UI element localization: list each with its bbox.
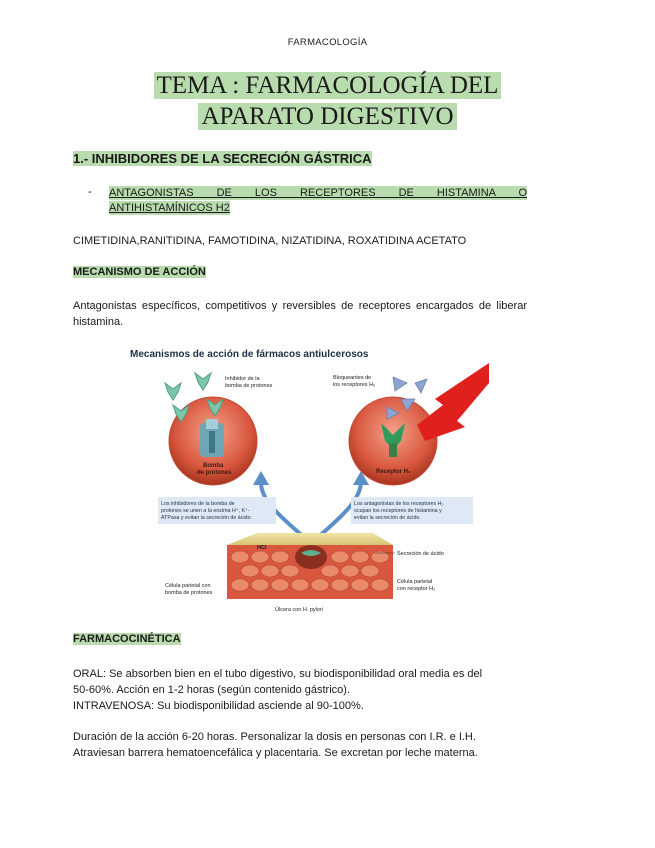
pump-label: Bomba de protones [197, 463, 232, 476]
blockers-label: Bloqueantes de los receptores H₂ [333, 375, 376, 388]
mechanism-figure [125, 343, 489, 615]
mecanismo-heading: MECANISMO DE ACCIÓN [73, 266, 206, 278]
bullet-dash: - [88, 186, 92, 198]
intravenosa-line: INTRAVENOSA: Su biodisponibilidad asciende al 90-100%. [73, 700, 364, 712]
left-caption: Los inhibidores de la bomba de protones se unen a la enzima H⁺, K⁺- ATPasa y evitan la secreción de ácido. [161, 501, 252, 521]
oral-line-2: 50-60%. Acción en 1-2 horas (según contenido gástrico). [73, 684, 350, 696]
right-caption: Los antagonistas de los receptores H₂ ocupan los receptores de histamina y evitan la secreción de ácido. [354, 501, 444, 521]
title-line-2: APARATO DIGESTIVO [198, 103, 456, 130]
parietal-receptor-label: Célula parietal con receptor H₂ [397, 579, 436, 592]
farmacocinetica-heading: FARMACOCINÉTICA [73, 633, 181, 645]
figure-title: Mecanismos de acción de fármacos antiulcerosos [130, 349, 369, 360]
drug-list: CIMETIDINA,RANITIDINA, FAMOTIDINA, NIZATIDINA, ROXATIDINA ACETATO [73, 235, 467, 247]
hcl-label: HCl [257, 545, 267, 551]
acid-label: Secreción de ácido [397, 551, 444, 557]
duracion-line-1: Duración de la acción 6-20 horas. Personalizar la dosis en personas con I.R. e I.H. [73, 731, 476, 743]
parietal-pump-label: Célula parietal con bomba de protones [165, 583, 213, 596]
oral-line-1: ORAL: Se absorben bien en el tubo digestivo, su biodisponibilidad oral media es del [73, 668, 483, 680]
duracion-line-2: Atraviesan barrera hematoencefálica y placentaria. Se excretan por leche materna. [73, 747, 478, 759]
bullet-text-line-1: ANTAGONISTAS DE LOS RECEPTORES DE HISTAMINA O [109, 187, 527, 199]
receptor-label: Receptor H₂ [376, 469, 411, 475]
section-heading-1: 1.- INHIBIDORES DE LA SECRECIÓN GÁSTRICA [73, 151, 372, 166]
bullet-text-line-2: ANTIHISTAMÍNICOS H2 [109, 202, 230, 214]
stomach-tissue [227, 533, 393, 599]
red-arrow-icon [417, 363, 489, 441]
title-line-1: TEMA : FARMACOLOGÍA DEL [154, 72, 502, 99]
mecanismo-text: Antagonistas específicos, competitivos y reversibles de receptores encargados de liberar histamina. [73, 300, 527, 328]
ulcer-label: Úlcera con H. pylori [275, 607, 323, 613]
proton-pump-icon [200, 419, 224, 457]
page-header: FARMACOLOGÍA [287, 37, 368, 48]
left-arrow-head [253, 471, 269, 485]
inhibitor-label: Inhibidor de la bomba de protones [225, 376, 273, 389]
document-title [0, 70, 655, 132]
